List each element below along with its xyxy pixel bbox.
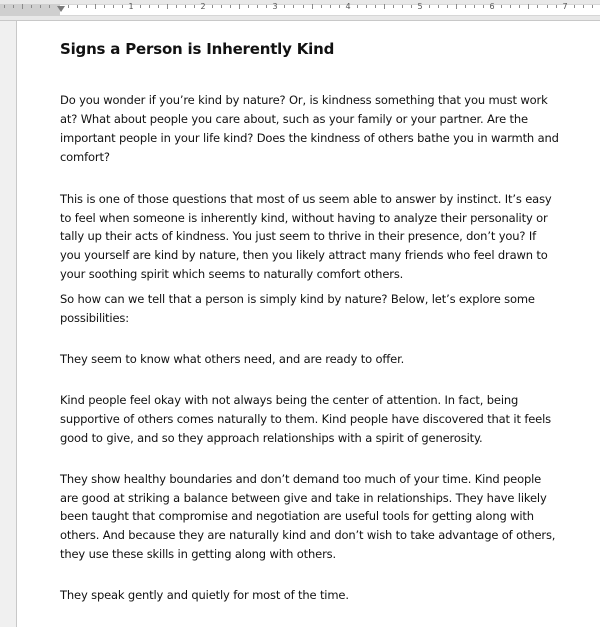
ruler-tick bbox=[429, 5, 430, 8]
ruler-tick bbox=[510, 5, 511, 8]
ruler-tick bbox=[22, 4, 23, 9]
ruler-tick bbox=[77, 5, 78, 8]
ruler-tick bbox=[230, 5, 231, 8]
left-gutter bbox=[0, 21, 16, 627]
ruler-number: 6 bbox=[489, 2, 495, 11]
horizontal-ruler[interactable] bbox=[0, 0, 600, 21]
ruler-tick bbox=[556, 5, 557, 8]
ruler-tick bbox=[167, 4, 168, 9]
ruler-tick bbox=[49, 5, 50, 8]
ruler-tick bbox=[537, 5, 538, 8]
ruler-tick bbox=[212, 5, 213, 8]
ruler-tick bbox=[312, 4, 313, 9]
paragraph: They show healthy boundaries and don’t demand too much of your time. Kind people are good at striking a balance between give and take in relationships. They have likely been taught that compromise and negotiation are useful tools for getting along with others. And because they are naturally kind and don’t wish to take advantage of others, they use these skills in getting along with others. bbox=[60, 471, 556, 562]
ruler-tick bbox=[284, 5, 285, 8]
ruler-tick bbox=[583, 5, 584, 8]
ruler-tick bbox=[528, 4, 529, 9]
ruler-tick bbox=[95, 4, 96, 9]
ruler-tick bbox=[149, 5, 150, 8]
ruler-tick bbox=[366, 5, 367, 8]
paragraph: So how can we tell that a person is simply kind by nature? Below, let’s explore some possibilities: bbox=[60, 292, 535, 326]
ruler-tick bbox=[384, 4, 385, 9]
ruler-tick bbox=[266, 5, 267, 8]
ruler-number: 4 bbox=[345, 2, 351, 11]
ruler-tick bbox=[483, 5, 484, 8]
ruler-tick bbox=[31, 5, 32, 8]
ruler-tick bbox=[411, 5, 412, 8]
ruler-tick bbox=[248, 5, 249, 8]
ruler-tick bbox=[303, 5, 304, 8]
ruler-tick bbox=[4, 5, 5, 8]
paragraph: Do you wonder if you’re kind by nature? Or, is kindness something that you must work at? What about people you care about, such as your family or your partner. Are the important people in your life kind? Does the kindness of others bathe you in warmth and comfort? bbox=[60, 93, 559, 164]
ruler-tick bbox=[574, 5, 575, 8]
ruler-number: 5 bbox=[417, 2, 423, 11]
ruler-tick bbox=[357, 5, 358, 8]
ruler-tick bbox=[438, 5, 439, 8]
ruler-tick bbox=[393, 5, 394, 8]
ruler-tick bbox=[158, 5, 159, 8]
ruler-tick bbox=[13, 5, 14, 8]
ruler-left-margin bbox=[0, 4, 60, 16]
ruler-tick bbox=[339, 5, 340, 8]
ruler-tick bbox=[122, 5, 123, 8]
ruler-number: 2 bbox=[200, 2, 206, 11]
ruler-tick bbox=[104, 5, 105, 8]
ruler-tick bbox=[176, 5, 177, 8]
ruler-tick bbox=[447, 5, 448, 8]
ruler-tick bbox=[239, 4, 240, 9]
ruler-tick bbox=[402, 5, 403, 8]
ruler-tick bbox=[86, 5, 87, 8]
left-indent-marker[interactable] bbox=[57, 6, 65, 12]
ruler-number: 1 bbox=[128, 2, 134, 11]
ruler-tick bbox=[547, 5, 548, 8]
paragraph: They speak gently and quietly for most of the time. bbox=[60, 588, 349, 603]
ruler-tick bbox=[293, 5, 294, 8]
document-page[interactable] bbox=[16, 21, 600, 627]
ruler-number: 3 bbox=[272, 2, 278, 11]
ruler-tick bbox=[221, 5, 222, 8]
ruler-tick bbox=[330, 5, 331, 8]
ruler-tick bbox=[257, 5, 258, 8]
ruler-tick bbox=[519, 5, 520, 8]
ruler-tick bbox=[113, 5, 114, 8]
ruler-number: 7 bbox=[562, 2, 568, 11]
ruler-tick bbox=[40, 5, 41, 8]
ruler-tick bbox=[465, 5, 466, 8]
ruler-tick bbox=[140, 5, 141, 8]
ruler-tick bbox=[592, 5, 593, 8]
ruler-tick bbox=[501, 5, 502, 8]
ruler-tick bbox=[456, 4, 457, 9]
ruler-tick bbox=[375, 5, 376, 8]
paragraph: This is one of those questions that most of us seem able to answer by instinct. It’s easy to feel when someone is inherently kind, without having to analyze their personality or tally up their acts of kindness. You just seem to thrive in their presence, don’t you? If you yourself are kind by nature, then you likely attract many friends who feel drawn to your soothing spirit which seems to naturally comfort others. bbox=[60, 191, 552, 282]
document-title: Signs a Person is Inherently Kind bbox=[60, 40, 335, 58]
ruler-tick bbox=[68, 5, 69, 8]
page-content bbox=[60, 37, 560, 605]
ruler-tick bbox=[474, 5, 475, 8]
ruler-tick bbox=[185, 5, 186, 8]
ruler-tick bbox=[321, 5, 322, 8]
ruler-tick bbox=[194, 5, 195, 8]
paragraph: They seem to know what others need, and are ready to offer. bbox=[60, 351, 405, 366]
paragraph: Kind people feel okay with not always being the center of attention. In fact, being supportive of others comes naturally to them. Kind people have discovered that it feels good to give, and so they approach relationships with a spirit of generosity. bbox=[60, 392, 551, 445]
